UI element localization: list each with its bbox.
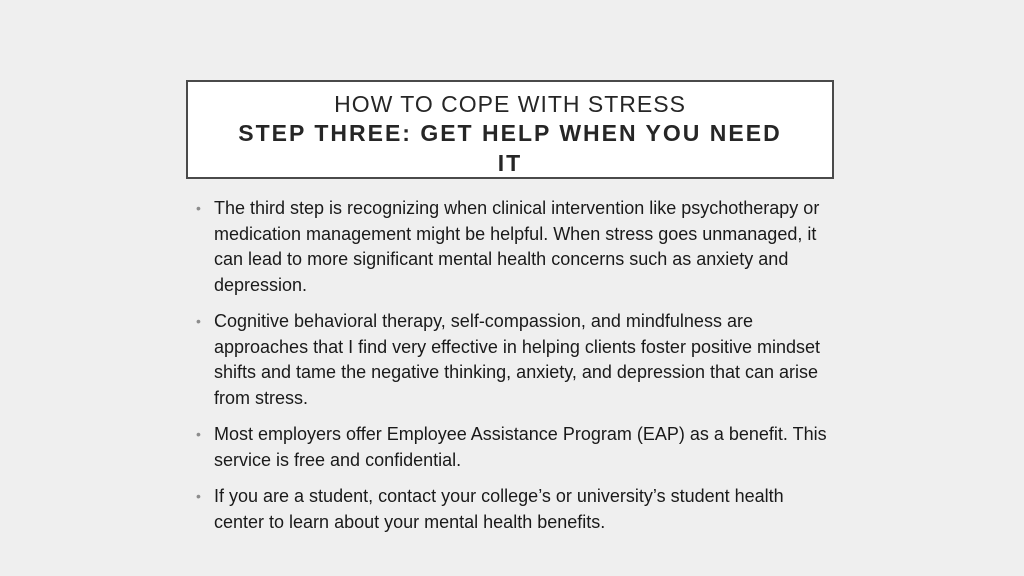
bullet-dot-icon: • — [196, 200, 201, 216]
bullet-dot-icon: • — [196, 488, 201, 504]
slide-subtitle: STEP THREE: GET HELP WHEN YOU NEED IT — [238, 120, 782, 176]
bullet-text: The third step is recognizing when clinical intervention like psychotherapy or medication management might be helpful. When stress goes unmanaged, it can lead to more significant mental health concerns such as anxiety and depression. — [214, 198, 820, 295]
bullet-item — [196, 196, 836, 298]
bullet-text: Most employers offer Employee Assistance Program (EAP) as a benefit. This service is free and confidential. — [214, 424, 827, 470]
bullet-list — [196, 196, 836, 546]
bullet-dot-icon: • — [196, 426, 201, 442]
bullet-item — [196, 484, 836, 535]
title-box — [186, 80, 834, 179]
bullet-text: Cognitive behavioral therapy, self-compassion, and mindfulness are approaches that I find very effective in helping clients foster positive mindset shifts and tame the negative thinking, anxiety, and depression that can arise from stress. — [214, 311, 820, 408]
slide-title: HOW TO COPE WITH STRESS — [334, 91, 686, 117]
bullet-item — [196, 309, 836, 411]
bullet-item — [196, 422, 836, 473]
bullet-text: If you are a student, contact your college’s or university’s student health center to learn about your mental health benefits. — [214, 486, 784, 532]
bullet-dot-icon: • — [196, 313, 201, 329]
